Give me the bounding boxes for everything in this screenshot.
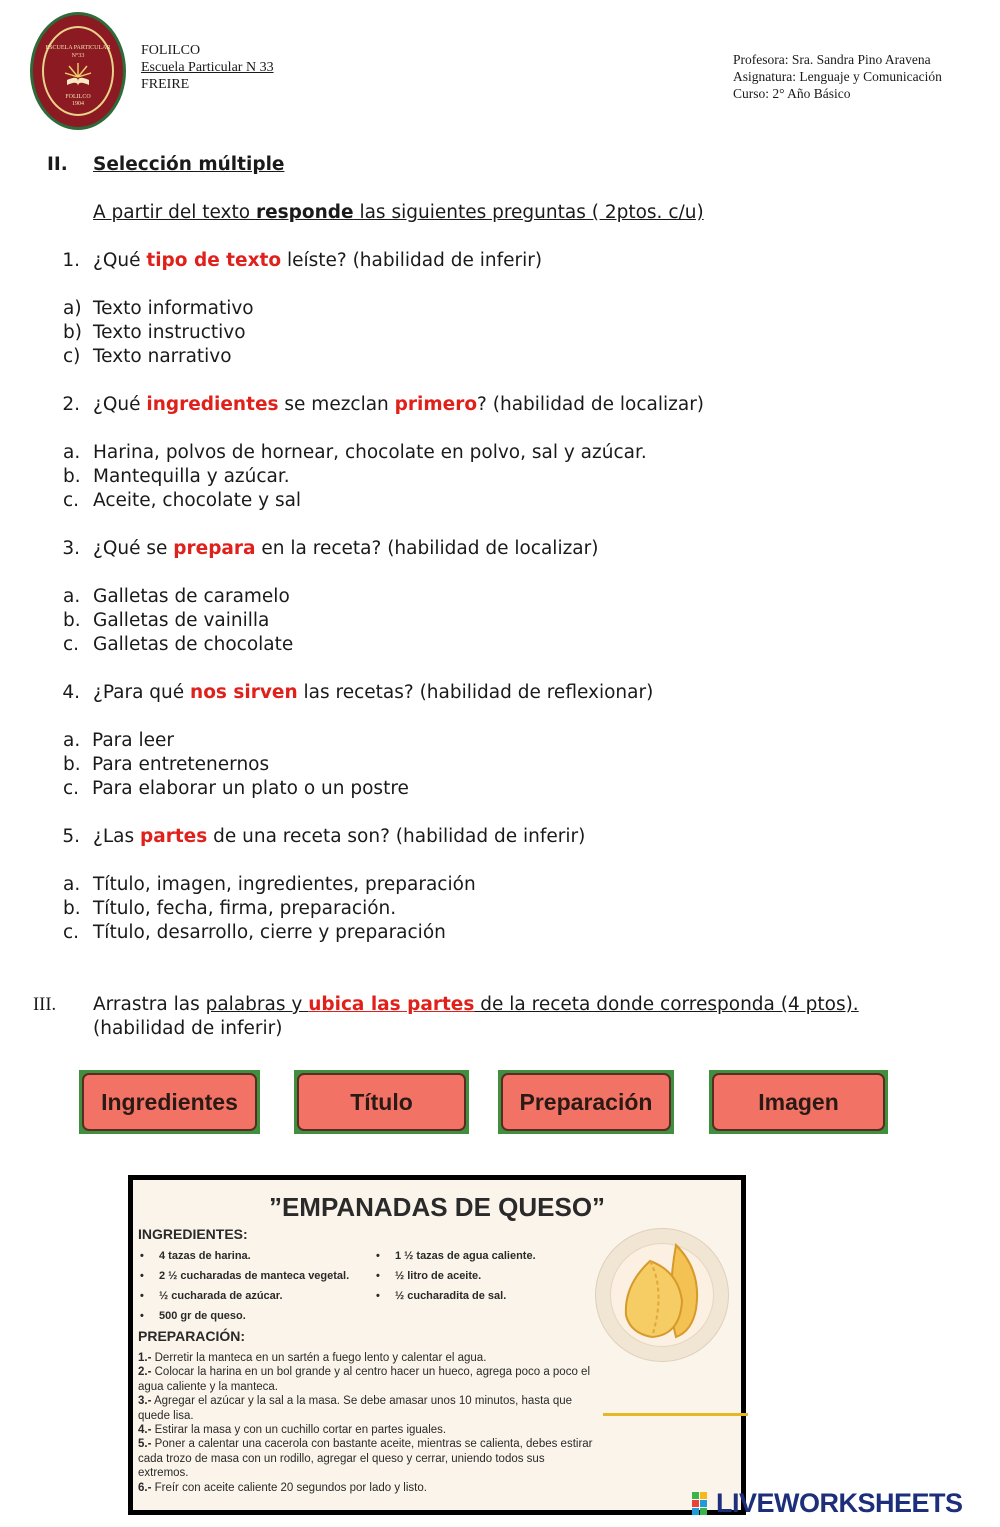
divider-line (603, 1413, 748, 1416)
school-city: FREIRE (141, 77, 190, 92)
answer-option[interactable]: Para leer (92, 730, 174, 751)
answer-option[interactable]: Texto informativo (93, 298, 254, 319)
question-text-part: las recetas? (297, 682, 414, 703)
question-keyword: prepara (173, 538, 256, 559)
instruction-pre: A partir del texto (93, 202, 256, 223)
question-number: 5. (62, 826, 80, 847)
ingredient-item: • 1 ½ tazas de agua caliente. (395, 1250, 536, 1262)
answer-option[interactable]: Galletas de vainilla (93, 610, 270, 631)
question-4-text (93, 681, 653, 705)
preparation-step (138, 1437, 598, 1480)
question-text-part: ? (habilidad de localizar) (477, 394, 705, 415)
school-name: FOLILCO (141, 43, 201, 58)
logo-bottom-text: FOLILCO (65, 94, 91, 100)
section-3-skill: (habilidad de inferir) (93, 1018, 283, 1039)
preparation-step (138, 1481, 598, 1495)
teacher-name: Profesora: Sra. Sandra Pino Aravena (733, 52, 931, 67)
step-text: Estirar la masa y con un cuchillo cortar en partes iguales. (151, 1424, 447, 1437)
question-text-part: ¿Las (93, 826, 140, 847)
section-3-highlight: ubica las partes (308, 994, 475, 1015)
empanada-image[interactable] (595, 1228, 729, 1362)
option-letter: b. (63, 610, 81, 631)
ingredient-item: • 4 tazas de harina. (159, 1250, 251, 1262)
answer-option[interactable]: Texto instructivo (93, 322, 246, 343)
question-keyword: ingredientes (146, 394, 279, 415)
ingredient-item: • ½ cucharada de azúcar. (159, 1290, 283, 1302)
drag-chip-imagen[interactable]: Imagen (712, 1073, 885, 1131)
answer-option[interactable]: Aceite, chocolate y sal (93, 490, 302, 511)
option-letter: a. (63, 586, 81, 607)
answer-option[interactable]: Harina, polvos de hornear, chocolate en polvo, sal y azúcar. (93, 442, 647, 463)
answer-option[interactable]: Mantequilla y azúcar. (93, 466, 290, 487)
chip-slot-preparacion (498, 1070, 674, 1134)
preparation-step (138, 1394, 598, 1423)
step-number: 1.- (138, 1352, 152, 1364)
ingredient-item: • 500 gr de queso. (159, 1310, 246, 1322)
option-letter: c. (63, 490, 80, 511)
question-keyword: nos sirven (190, 682, 298, 703)
preparation-heading[interactable]: PREPARACIÓN: (138, 1328, 246, 1344)
section-2-title: Selección múltiple (93, 154, 285, 175)
option-letter: c. (63, 922, 80, 943)
question-number: 2. (62, 394, 80, 415)
option-letter: b. (63, 754, 81, 775)
school-logo (30, 12, 126, 130)
logo-arc-text: ESCUELA PARTICULAR (45, 45, 111, 51)
option-letter: c) (63, 346, 81, 367)
question-keyword: primero (394, 394, 478, 415)
answer-option[interactable]: Título, fecha, firma, preparación. (93, 898, 397, 919)
ingredients-heading[interactable]: INGREDIENTES: (138, 1226, 248, 1242)
option-letter: b. (63, 898, 81, 919)
answer-option[interactable]: Texto narrativo (93, 346, 232, 367)
option-letter: b. (63, 466, 81, 487)
preparation-step (138, 1351, 598, 1365)
option-letter: a. (63, 730, 81, 751)
question-keyword: partes (139, 826, 208, 847)
chip-slot-titulo (294, 1070, 469, 1134)
answer-option[interactable]: Galletas de chocolate (93, 634, 294, 655)
question-text-part: (habilidad de reflexionar) (413, 682, 654, 703)
recipe-card (128, 1175, 746, 1515)
ingredient-item: • 2 ½ cucharadas de manteca vegetal. (159, 1270, 349, 1282)
option-letter: a. (63, 874, 81, 895)
instruction-post: las siguientes preguntas ( 2ptos. c/u) (353, 202, 704, 223)
instruction-bold: responde (255, 202, 354, 223)
ingredient-item: • ½ cucharadita de sal. (395, 1290, 506, 1302)
question-text-part: (habilidad de inferir) (389, 826, 586, 847)
option-letter: a) (63, 298, 82, 319)
section-2-numeral: II. (47, 154, 68, 175)
answer-option[interactable]: Título, imagen, ingredientes, preparación (93, 874, 476, 895)
logo-year: 1904 (72, 101, 84, 107)
section-3-underlined-1: palabras y (205, 994, 309, 1015)
drag-chip-ingredientes[interactable]: Ingredientes (82, 1073, 257, 1131)
recipe-title[interactable]: ”EMPANADAS DE QUESO” (268, 1192, 606, 1222)
book-sunburst-icon (64, 61, 92, 87)
answer-option[interactable]: Título, desarrollo, cierre y preparación (93, 922, 446, 943)
question-2-text (93, 393, 704, 417)
question-text-part: leíste? (281, 250, 347, 271)
preparation-step (138, 1365, 598, 1394)
step-text: Colocar la harina en un bol grande y al centro hacer un hueco, agrega poco a poco el agua caliente y la manteca. (138, 1366, 590, 1393)
drag-chip-titulo[interactable]: Título (297, 1073, 466, 1131)
step-number: 3.- (138, 1395, 152, 1408)
question-text-part: (habilidad de inferir) (346, 250, 543, 271)
step-number: 6.- (138, 1481, 152, 1494)
question-text-part: ¿Qué se (93, 538, 174, 559)
question-text-part: ¿Para qué (93, 682, 191, 703)
option-letter: c. (63, 634, 80, 655)
liveworksheets-watermark: LIVEWORKSHEETS (716, 1488, 963, 1518)
question-text-part: ¿Qué (93, 394, 147, 415)
answer-option[interactable]: Para entretenernos (92, 754, 270, 775)
question-text-part: se mezclan (278, 394, 395, 415)
section-2-instruction (93, 201, 704, 225)
question-text-part: en la receta? (255, 538, 382, 559)
question-text-part: (habilidad de localizar) (381, 538, 599, 559)
logo-number: N°33 (71, 53, 85, 59)
step-number: 5.- (138, 1438, 152, 1451)
question-keyword: tipo de texto (146, 250, 282, 271)
question-3-text (93, 537, 598, 561)
teacher-info (733, 51, 942, 102)
question-5-text (93, 825, 585, 849)
step-text: Agregar el azúcar y la sal a la masa. Se debe amasar unos 10 minutos, hasta que quede lisa. (138, 1395, 573, 1422)
subject: Asignatura: Lenguaje y Comunicación (733, 69, 942, 84)
step-text: Derretir la manteca en un sartén a fuego lento y calentar el agua. (151, 1352, 487, 1364)
answer-option[interactable]: Para elaborar un plato o un postre (92, 778, 409, 799)
section-3-instruction (93, 993, 859, 1017)
step-text: Freír con aceite caliente 20 segundos por lado y listo. (151, 1481, 427, 1494)
question-1-text (93, 249, 542, 273)
step-text: Poner a calentar una cacerola con bastante aceite, mientras se calienta, debes estirar cada trozo de masa con un rodillo, agregar el queso y cerrar, uniendo todos sus extremos. (138, 1438, 593, 1480)
option-letter: c. (63, 778, 80, 799)
question-text-part: ¿Qué (93, 250, 147, 271)
section-3-numeral: III. (33, 995, 57, 1015)
school-subtitle: Escuela Particular N 33 (141, 60, 274, 75)
course: Curso: 2° Año Básico (733, 86, 851, 101)
drag-chip-preparacion[interactable]: Preparación (501, 1073, 671, 1131)
empanada-icon (616, 1241, 704, 1341)
answer-option[interactable]: Galletas de caramelo (93, 586, 290, 607)
question-number: 4. (62, 682, 80, 703)
question-number: 3. (62, 538, 80, 559)
question-number: 1. (62, 250, 80, 271)
liveworksheets-logo-icon (692, 1492, 716, 1518)
preparation-step (138, 1423, 598, 1437)
option-letter: b) (63, 322, 82, 343)
ingredient-item: • ½ litro de aceite. (395, 1270, 481, 1282)
section-3-underlined-2: de la receta donde corresponda (4 ptos). (474, 994, 859, 1015)
step-number: 2.- (138, 1366, 152, 1379)
preparation-steps (138, 1351, 598, 1495)
chip-slot-imagen (709, 1070, 888, 1134)
chip-slot-ingredientes (79, 1070, 260, 1134)
option-letter: a. (63, 442, 81, 463)
section-3-pre: Arrastra las (93, 994, 206, 1015)
question-text-part: de una receta son? (207, 826, 390, 847)
school-info (141, 42, 274, 93)
step-number: 4.- (138, 1424, 152, 1437)
